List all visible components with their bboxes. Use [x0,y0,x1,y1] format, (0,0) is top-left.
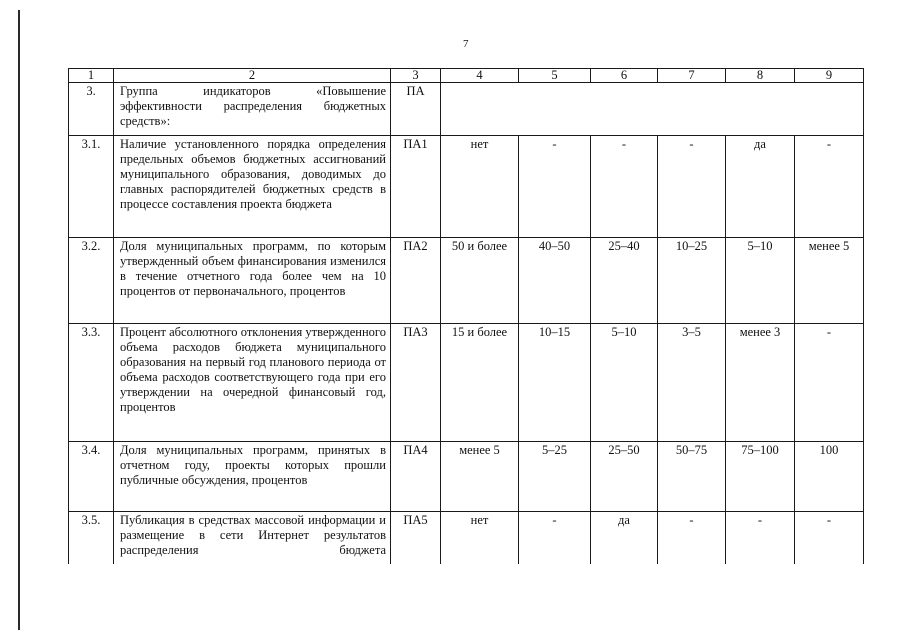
value-cell: 15 и более [441,324,519,442]
group-row [69,83,864,136]
table-row [69,238,864,324]
table-row [69,324,864,442]
value-cell: - [658,512,726,564]
table-row [69,136,864,238]
page-number: 7 [463,38,469,50]
header-cell: 2 [114,69,391,83]
group-empty-cell [441,83,864,136]
value-cell: 25–40 [591,238,658,324]
indicator-description: Процент абсолютного отклонения утвержденного объема расходов бюджета муниципального образования на первый год планового периода от объема расходов соответствующего года при его утверждении на очередной финансовый год, процентов [114,324,391,442]
indicator-code: ПА1 [391,136,441,238]
indicator-description: Доля муниципальных программ, принятых в отчетном году, проекты которых прошли публичные обсуждения, процентов [114,442,391,512]
value-cell: - [519,136,591,238]
table-row [69,512,864,564]
header-cell: 5 [519,69,591,83]
value-cell: менее 5 [441,442,519,512]
value-cell: 3–5 [658,324,726,442]
value-cell: - [795,136,864,238]
value-cell: 100 [795,442,864,512]
value-cell: нет [441,512,519,564]
value-cell: нет [441,136,519,238]
header-cell: 8 [726,69,795,83]
indicator-description: Группа индикаторов «Повышение эффективности распределения бюджетных средств»: [114,83,391,136]
value-cell: 40–50 [519,238,591,324]
row-number: 3.5. [69,512,114,564]
value-cell: - [519,512,591,564]
page-margin-line [18,10,20,630]
header-cell: 1 [69,69,114,83]
row-number: 3.4. [69,442,114,512]
row-number: 3.2. [69,238,114,324]
indicator-description: Наличие установленного порядка определения предельных объемов бюджетных ассигнований муниципального образования, доводимых до главных распорядителей бюджетных средств в процессе составления проекта бюджета [114,136,391,238]
value-cell: 10–25 [658,238,726,324]
header-cell: 4 [441,69,519,83]
value-cell: 5–25 [519,442,591,512]
header-cell: 9 [795,69,864,83]
indicator-code: ПА2 [391,238,441,324]
header-cell: 7 [658,69,726,83]
indicator-description: Публикация в средствах массовой информации и размещение в сети Интернет результатов распределения бюджета [114,512,391,564]
indicator-code: ПА [391,83,441,136]
value-cell: 5–10 [726,238,795,324]
value-cell: менее 3 [726,324,795,442]
value-cell: - [658,136,726,238]
value-cell: 10–15 [519,324,591,442]
row-number: 3.1. [69,136,114,238]
indicators-table [68,68,864,564]
indicator-code: ПА4 [391,442,441,512]
value-cell: - [591,136,658,238]
value-cell: 75–100 [726,442,795,512]
value-cell: 5–10 [591,324,658,442]
value-cell: да [726,136,795,238]
header-cell: 3 [391,69,441,83]
value-cell: да [591,512,658,564]
value-cell: - [795,512,864,564]
value-cell: 50–75 [658,442,726,512]
row-number: 3. [69,83,114,136]
value-cell: - [795,324,864,442]
table-row [69,442,864,512]
value-cell: - [726,512,795,564]
value-cell: 25–50 [591,442,658,512]
row-number: 3.3. [69,324,114,442]
value-cell: 50 и более [441,238,519,324]
indicator-code: ПА5 [391,512,441,564]
header-cell: 6 [591,69,658,83]
value-cell: менее 5 [795,238,864,324]
indicator-description: Доля муниципальных программ, по которым утвержденный объем финансирования изменился в течение отчетного года более чем на 10 процентов от первоначального, процентов [114,238,391,324]
table-header-row [69,69,864,83]
indicator-code: ПА3 [391,324,441,442]
